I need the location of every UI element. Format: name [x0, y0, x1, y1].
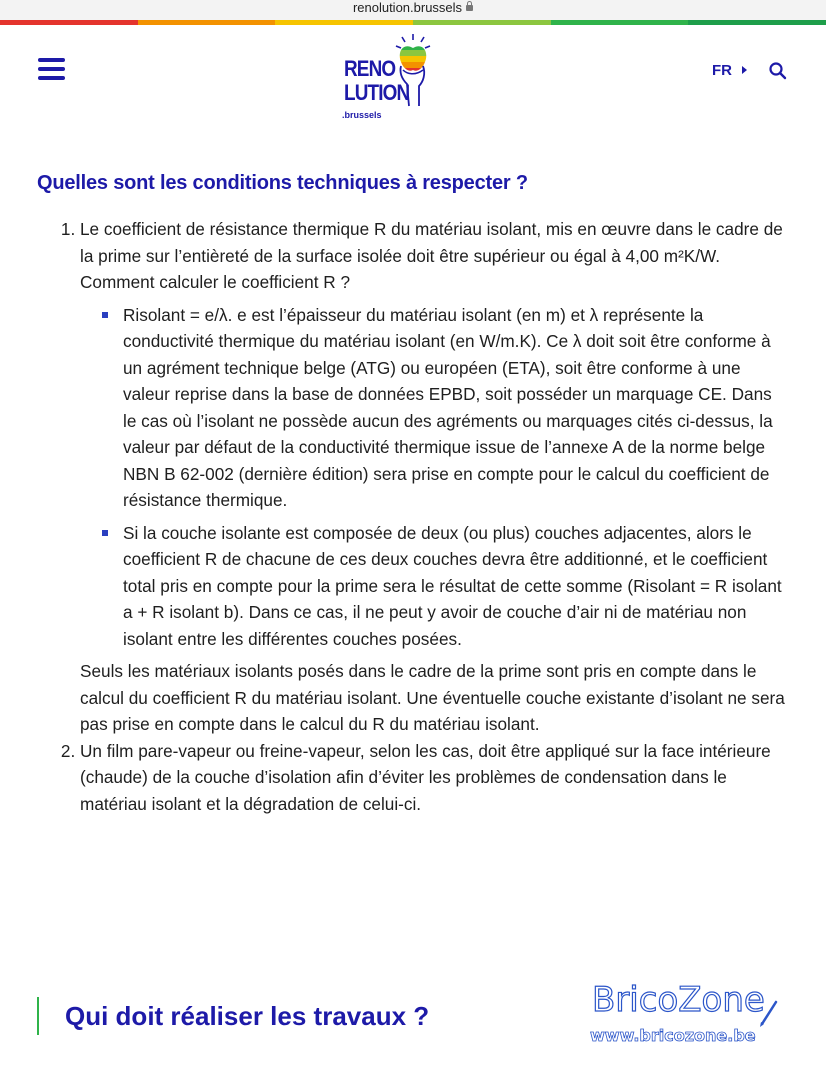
section-body — [0, 216, 826, 817]
square-bullet-icon — [102, 312, 108, 318]
bullet-text: Risolant = e/λ. e est l’épaisseur du matériau isolant (en m) et λ représente la conductivité thermique du matériau isolant (en W/m.K). Ce λ doit soit être conforme à un agrément technique belge (ATG) ou européen (ETA), soit être conforme à une valeur reprise dans la base de données EPBD, soit posséder un marquage CE. Dans le cas où l’isolant ne possède aucun des agréments ou marquages cités ci-dessus, la valeur par défaut de la conductivité thermique issue de l’annexe A de la norme belge NBN B 62-002 (dernière édition) sera prise en compte pour le calcul du coefficient de résistance thermique. — [123, 304, 773, 510]
watermark — [588, 980, 788, 1050]
next-section-title: Qui doit réaliser les travaux ? — [37, 997, 429, 1035]
item-subtitle: Comment calculer le coefficient R ? — [80, 272, 351, 292]
hamburger-icon[interactable] — [38, 58, 65, 82]
pen-icon — [758, 1000, 778, 1028]
site-header — [0, 25, 826, 135]
watermark-brand: BricoZone — [592, 980, 765, 1020]
logo-line2: LUTION — [344, 80, 410, 105]
language-label: FR — [712, 62, 732, 79]
logo-line3: .brussels — [342, 110, 382, 120]
conditions-list — [0, 216, 786, 817]
bullet-list — [80, 302, 786, 653]
lock-icon — [466, 5, 473, 11]
search-icon[interactable] — [768, 61, 788, 81]
bullet-text: Si la couche isolante est composée de deux (ou plus) couches adjacentes, alors le coefficient R de chacune de ces deux couches devra être additionné, et le coefficient total pris en compte pour la prime sera le résultat de cette somme (Risolant = R isolant a + R isolant b). Dans ce cas, il ne peut y avoir de couche d’air ni de matériau non isolant entre les différentes couches posées. — [123, 522, 782, 649]
url-text: renolution.brussels — [352, 0, 463, 15]
watermark-url: www.bricozone.be — [590, 1026, 756, 1045]
list-item — [80, 738, 786, 818]
item-after-text: Seuls les matériaux isolants posés dans le cadre de la prime sont pris en compte dans le calcul du coefficient R du matériau isolant. Une éventuelle couche existante d’isolant ne sera pas prise en compte dans le calcul du R du matériau isolant. — [80, 661, 785, 734]
square-bullet-icon — [102, 530, 108, 536]
section-title: Quelles sont les conditions techniques à respecter ? — [37, 172, 528, 194]
renolution-logo[interactable] — [338, 30, 438, 130]
browser-url-bar[interactable] — [0, 0, 826, 20]
caret-right-icon — [742, 66, 747, 74]
bullet-item — [80, 520, 786, 653]
item-text: 1. Le coefficient de résistance thermique R du matériau isolant, mis en œuvre dans le cadre de la prime sur l’entièreté de la surface isolée doit être supérieur ou égal à 4,00 m²K/W. — [80, 219, 783, 266]
item-text: 2. Un film pare-vapeur ou freine-vapeur, selon les cas, doit être appliqué sur la face intérieure (chaude) de la couche d’isolation afin d’éviter les problèmes de condensation dans le matériau isolant et la dégradation de celui-ci. — [80, 740, 771, 814]
logo-line1: RENO — [344, 56, 396, 81]
hand-heart-icon — [393, 30, 438, 110]
bullet-item — [80, 302, 786, 514]
list-item — [80, 216, 786, 738]
language-selector[interactable] — [712, 62, 747, 79]
